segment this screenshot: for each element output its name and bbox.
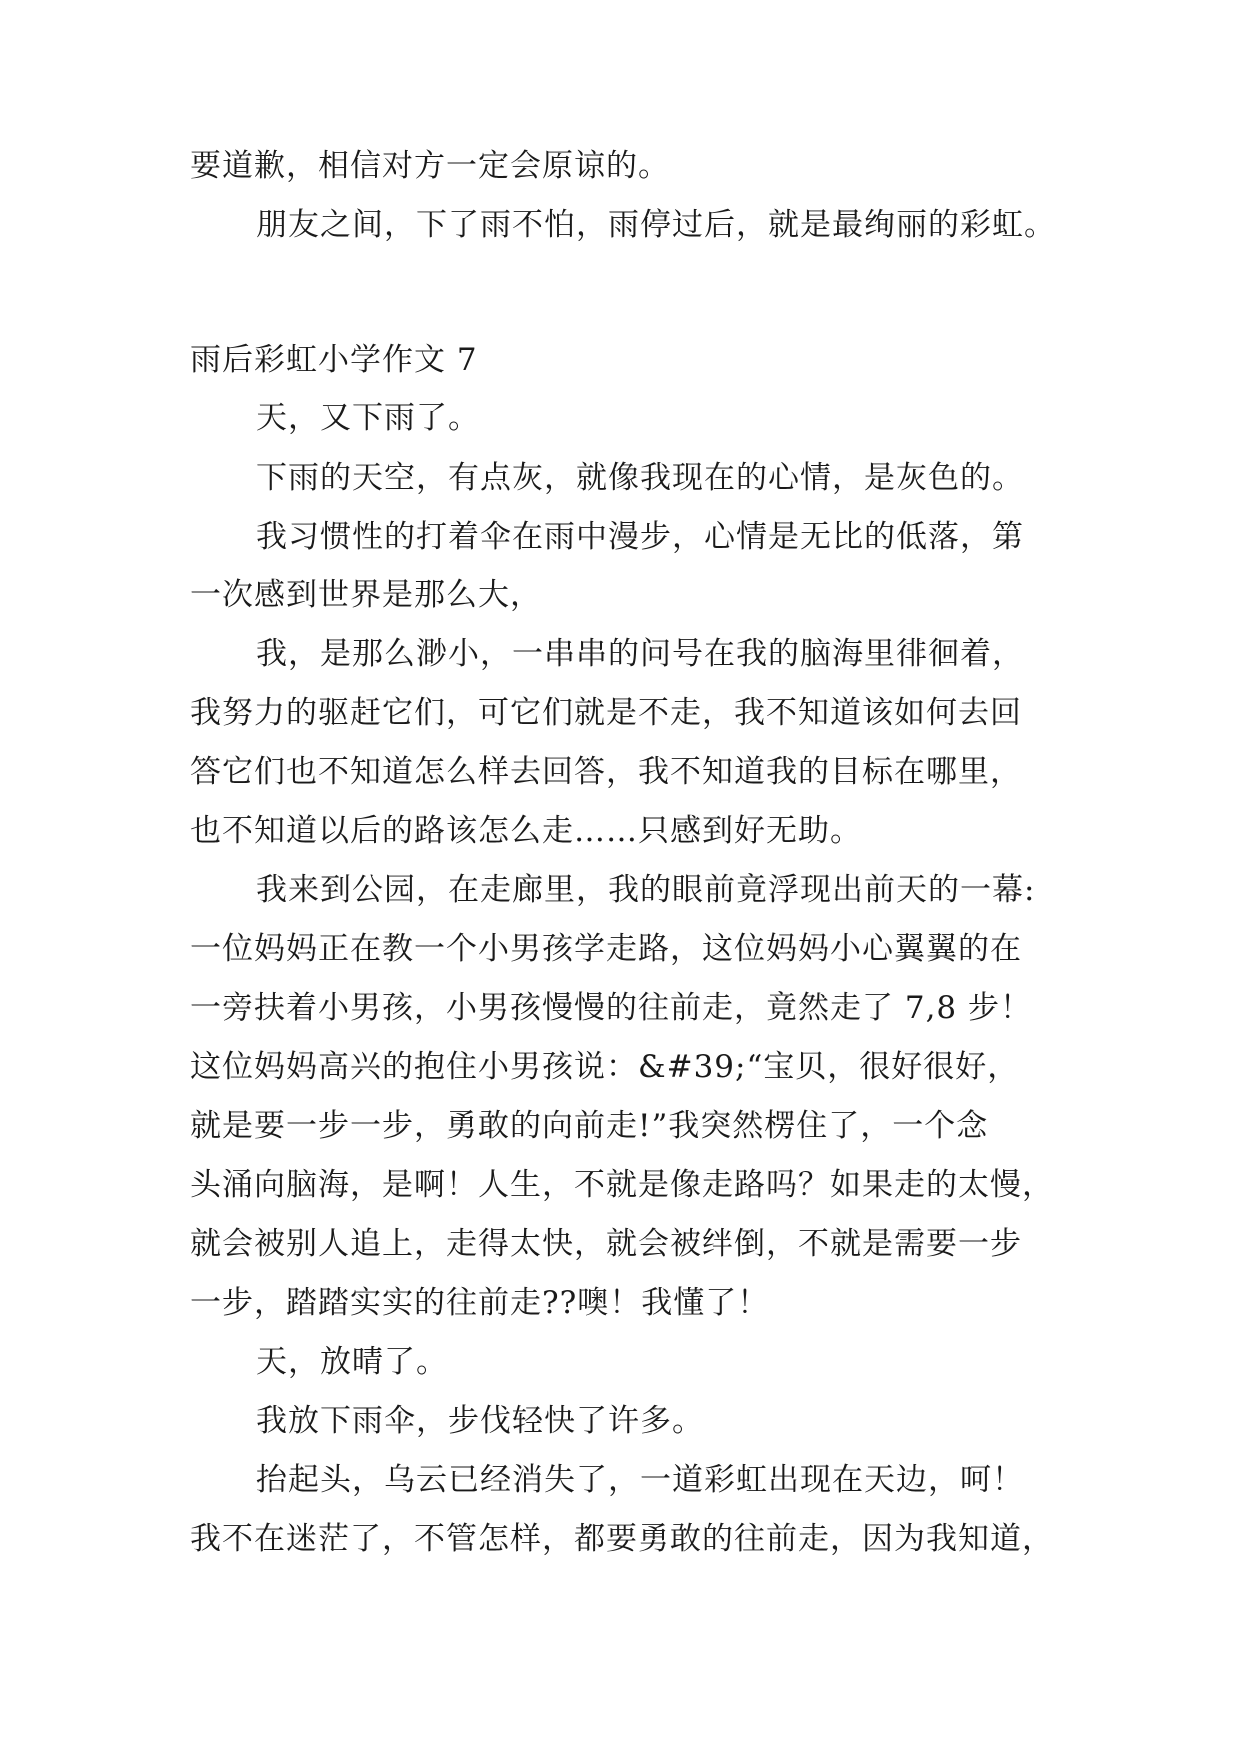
text-line: 也不知道以后的路该怎么走……只感到好无助。 [190, 813, 862, 849]
text-line: 我，是那么渺小，一串串的问号在我的脑海里徘徊着， [256, 636, 1024, 672]
text-line: 就会被别人追上，走得太快，就会被绊倒，不就是需要一步 [190, 1226, 1022, 1262]
text-line: 我不在迷茫了，不管怎样，都要勇敢的往前走，因为我知道， [190, 1521, 1054, 1557]
text-line: 我放下雨伞，步伐轻快了许多。 [256, 1403, 704, 1439]
text-line: 就是要一步一步，勇敢的向前走!”我突然楞住了，一个念 [190, 1108, 989, 1144]
text-line: 我来到公园，在走廊里，我的眼前竟浮现出前天的一幕: [256, 872, 1036, 908]
text-line: 头涌向脑海，是啊！人生，不就是像走路吗？如果走的太慢， [190, 1167, 1054, 1203]
text-line: 天，放晴了。 [256, 1344, 448, 1380]
text-line: 答它们也不知道怎么样去回答，我不知道我的目标在哪里， [190, 754, 1022, 790]
text-line: 我努力的驱赶它们，可它们就是不走，我不知道该如何去回 [190, 695, 1022, 731]
text-line: 我习惯性的打着伞在雨中漫步，心情是无比的低落，第 [256, 519, 1024, 555]
text-line: 一次感到世界是那么大， [190, 577, 542, 613]
text-line: 朋友之间，下了雨不怕，雨停过后，就是最绚丽的彩虹。 [256, 207, 1056, 243]
text-line: 一步，踏踏实实的往前走??噢！我懂了！ [190, 1285, 770, 1321]
text-line: 天，又下雨了。 [256, 400, 480, 436]
section-heading: 雨后彩虹小学作文 7 [190, 342, 478, 378]
text-line: 一旁扶着小男孩，小男孩慢慢的往前走，竟然走了 7,8 步！ [190, 990, 1033, 1026]
text-line: 下雨的天空，有点灰，就像我现在的心情，是灰色的。 [256, 460, 1024, 496]
text-line: 抬起头，乌云已经消失了，一道彩虹出现在天边，呵！ [256, 1462, 1024, 1498]
text-line: 一位妈妈正在教一个小男孩学走路，这位妈妈小心翼翼的在 [190, 931, 1022, 967]
text-line: 这位妈妈高兴的抱住小男孩说：&#39;“宝贝，很好很好， [190, 1049, 1020, 1085]
text-line: 要道歉，相信对方一定会原谅的。 [190, 148, 670, 184]
